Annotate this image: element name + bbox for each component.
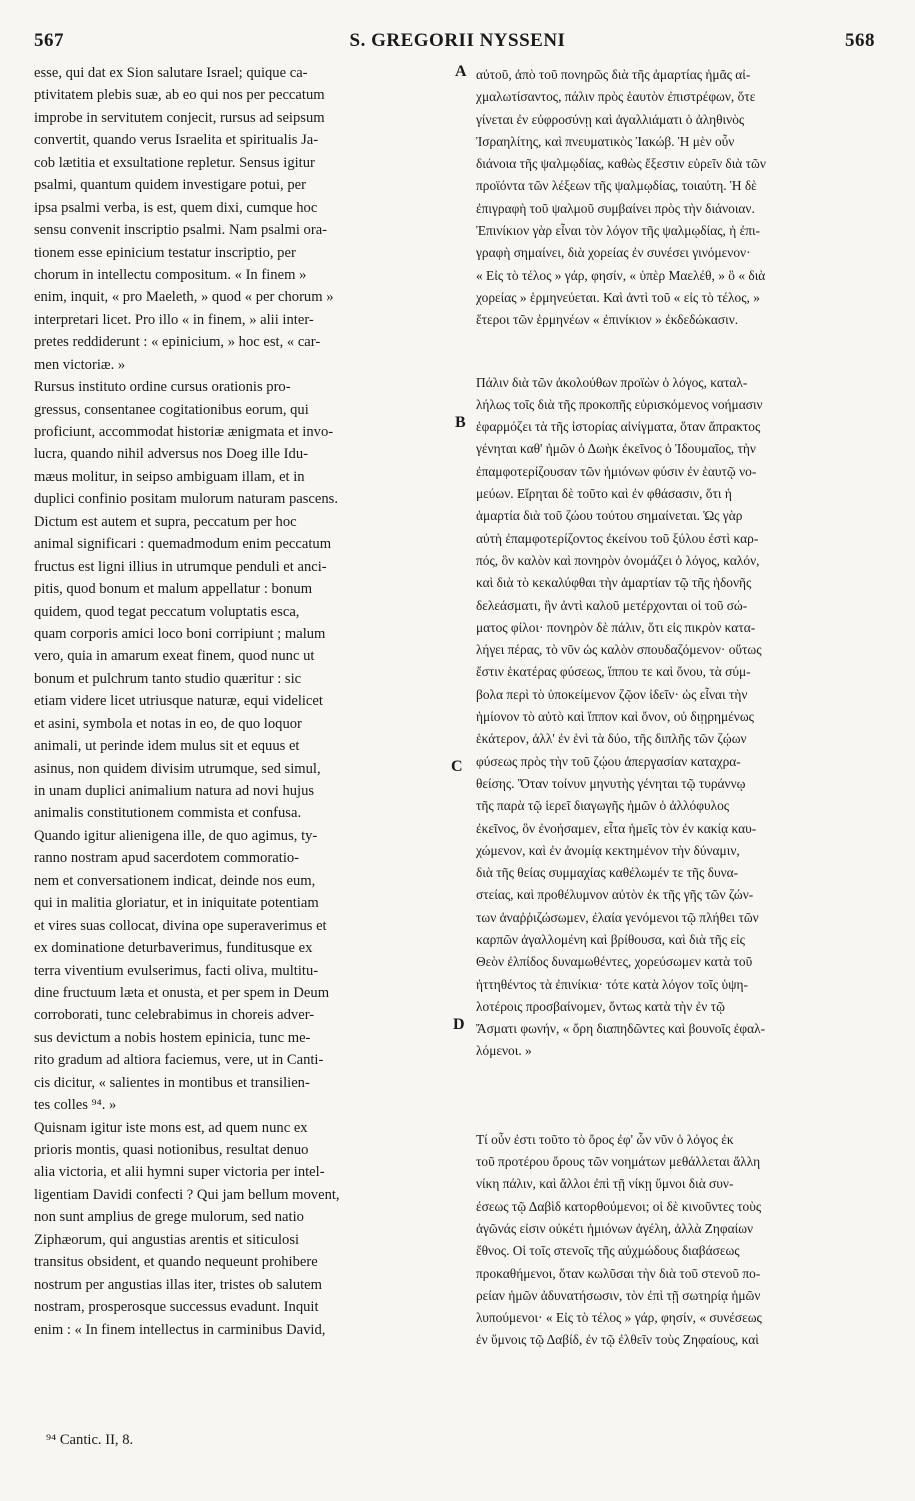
text-line: ἔθνος. Οἱ τοῖς στενοῖς τῆς αὐχμώδους διαβάσεως [476,1243,740,1259]
text-line: ἑκάτερον, ἀλλ' ἐν ἑνὶ τὰ δύο, τῆς διπλῆς τῶν ζῴων [476,731,747,747]
text-line: men victoriæ. » [34,356,126,373]
text-line: Ἄσματι φωνήν, « ὄρη διαπηδῶντες καὶ βουνοῖς ἐφαλ- [476,1021,766,1037]
section-marker-a: A [455,63,467,80]
text-line: cis dicitur, « salientes in montibus et transilien- [34,1074,310,1091]
text-line: ἐκεῖνος, ὃν ἐνοήσαμεν, εἶτα ἡμεῖς τὸν ἐν κακίᾳ καυ- [476,820,757,836]
text-line: rito gradum ad altiora faciemus, vere, ut in Canti- [34,1052,324,1069]
text-line: fructus est ligni illius in utrumque penduli et anci- [34,558,327,575]
text-line: ἐν ὕμνοις τῷ Δαβίδ, ἐν τῷ ἐλθεῖν τοὺς Ζηφαίους, καὶ [476,1332,759,1348]
section-marker-b: B [455,414,466,431]
text-line: tionem esse epinicium testatur inscriptio, per [34,244,296,261]
text-line: αὐτὴ ἐπαμφοτερίζοντος ἐκείνου τοῦ ξύλου ἐστὶ καρ- [476,530,759,546]
text-line: καὶ διὰ τὸ κεκαλύφθαι τὴν ἁμαρτίαν τῷ τῆς ἡδονῆς [476,575,752,591]
text-line: tes colles ⁹⁴. » [34,1097,117,1114]
text-line: dine fructuum læta et onusta, et per spem in Deum [34,984,330,1001]
text-line: convertit, quando verus Israelita et spiritualis Ja- [34,132,319,149]
text-line: pitis, quod bonum et malum appellatur : bonum [34,581,313,598]
text-line: διάνοια τῆς ψαλμῳδίας, καθὼς ἔξεστιν εὑρεῖν διὰ τῶν [476,156,766,172]
text-line: Ἐπινίκιον γὰρ εἶναι τὸν λόγον τῆς ψαλμῳδίας, ἡ ἐπι- [476,223,761,239]
greek-paragraph-2 [476,372,878,1063]
text-line: sensu convenit inscriptio psalmi. Nam psalmi ora- [34,222,328,239]
text-line: enim : « In finem intellectus in carminibus David, [34,1321,326,1338]
text-line: bonum et pulchrum tanto studio quæritur : sic [34,670,302,687]
text-line: enim, inquit, « pro Maeleth, » quod « per chorum » [34,289,334,306]
text-line: δελεάσματι, ἣν ἀντὶ καλοῦ μετέρχονται οἱ τοῦ σώ- [476,597,748,613]
text-line: πός, ὃν καλὸν καὶ πονηρὸν ὀνομάζει ὁ λόγος, καλόν, [476,552,760,568]
latin-column [34,62,448,1341]
text-line: γένηται καθ' ἡμῶν ὁ Δωὴκ ἐκεῖνος ὁ Ἰδουμαῖος, τὴν [476,441,756,457]
text-line: chorum in intellectu compositum. « In finem » [34,266,307,283]
text-line: ἡμίονον τὸ αὐτὸ καὶ ἵππον καὶ ὄνον, οὐ διῃρημένως [476,709,754,725]
text-line: ἔστιν ἑκατέρας φύσεως, ἵππου τε καὶ ὄνου, τὰ σύμ- [476,664,751,680]
text-line: proficiunt, accommodat historiæ ænigmata et invo- [34,424,334,440]
text-line: quam corporis amici loco boni corripiunt ; malum [34,625,326,642]
text-line: θείσης. Ὅταν τοίνυν μηνυτὴς γένηται τῷ τυράννῳ [476,775,746,791]
text-line: διὰ τῆς θείας συμμαχίας καθέλωμέν τε τῆς δυνα- [476,865,739,881]
text-line: Τί οὖν ἐστι τοῦτο τὸ ὄρος ἐφ' ὧν νῦν ὁ λόγος ἐκ [476,1131,734,1147]
section-marker-d: D [453,1016,465,1033]
page-number-left: 567 [34,30,64,51]
text-line: τοῦ προτέρου ὄρους τῶν νοημάτων μεθάλλεται ἄλλη [476,1154,761,1170]
text-line: ranno nostram apud sacerdotem commoratio- [34,850,300,867]
text-line: nostrum per angustias illas iter, tristes ob salutem [34,1276,322,1293]
text-line: γραφὴ σημαίνει, διὰ χορείας ἐν συνέσει γινόμενον· [476,245,751,261]
text-line: etiam videre licet utriusque naturæ, equi videlicet [34,693,323,710]
greek-paragraph-1 [476,64,878,332]
text-line: animali, ut perinde idem mulus sit et equus et [34,738,300,755]
text-line: animal significari : quemadmodum enim peccatum [34,536,332,553]
text-line: λήγει πέρας, τὸ νῦν ὡς καλὸν σπουδαζόμενον· οὕτως [476,642,762,658]
greek-paragraph-3 [476,1129,878,1352]
text-line: nem et conversationem indicat, deinde nos eum, [34,872,316,889]
page-number-right: 568 [845,30,875,51]
text-line: λυπούμενοι· « Εἰς τὸ τέλος » γάρ, φησίν, « συνέσεως [476,1310,762,1326]
text-line: χώμενον, καὶ ἐν ἀνομίᾳ κεκτημένον τὴν δύναμιν, [476,842,740,858]
text-line: νίκη πάλιν, καὶ ἄλλοι ἐπὶ τῇ νίκῃ ὕμνοι διὰ συν- [476,1176,734,1192]
running-title: S. GREGORII NYSSENI [349,30,566,51]
text-line: προϊόντα τῶν λέξεων τῆς ψαλμῳδίας, τοιαύτη. Ἡ δὲ [476,178,757,194]
text-line: γίνεται ἐν εὐφροσύνῃ καὶ ἀγαλλιάματι ὁ ἀληθινὸς [476,111,745,127]
text-line: terra viventium evulserimus, facti oliva, multitu- [34,962,319,979]
text-line: nostram, prosperosque successus evadunt. Inquit [34,1299,319,1316]
text-line: prioris montis, quasi notionibus, resultat denuo [34,1142,309,1158]
text-line: ἕτεροι τῶν ἑρμηνέων « ἐπινίκιον » ἐκδεδώκασιν. [476,312,739,328]
text-line: corroborati, tunc celebrabimus in choreis adver- [34,1007,315,1024]
text-line: ἀγῶνάς εἰσιν οὐκέτι ἡμιόνων ἀγέλη, ἀλλὰ Ζηφαίων [476,1220,754,1236]
text-line: asinus, non quidem divisim utrumque, sed simul, [34,760,321,777]
text-line: φύσεως πρὸς τὴν τοῦ ζῴου ἀπεργασίαν καταχρα- [476,753,741,769]
text-line: animalis constitutionem commista et confusa. [34,805,302,822]
text-line: Quisnam igitur iste mons est, ad quem nunc ex [34,1119,308,1136]
text-line: ipsa psalmi verba, is est, quem dixi, cumque hoc [34,199,318,216]
text-line: improbe in servitutem conjecit, rursus ad seipsum [34,109,325,126]
text-line: sus devictum a nobis hostem epinicia, tunc me- [34,1029,311,1046]
text-line: pretes reddiderunt : « epinicium, » hoc est, « car- [34,334,321,351]
text-line: Ἰσραηλίτης, καὶ πνευματικὸς Ἰακώβ. Ἡ μὲν οὖν [476,133,735,149]
text-line: χμαλωτίσαντος, πάλιν πρὸς ἑαυτὸν ἐπιστρέφων, ὅτε [476,89,756,105]
text-line: τῆς παρὰ τῷ ἱερεῖ διαγωγῆς ἡμῶν ὁ ἀλλόφυλος [476,798,730,814]
section-marker-c: C [451,758,463,775]
text-line: λόμενοι. » [476,1043,532,1059]
text-line: qui in malitia gloriatur, et in iniquitate potentiam [34,895,319,912]
text-line: ptivitatem plebis suæ, ab eo qui nos per peccatum [34,87,325,104]
text-line: « Εἰς τὸ τέλος » γάρ, φησίν, « ὑπὲρ Μαελέθ, » ὃ « διὰ [476,267,766,283]
text-line: non sunt amplius de grege mulorum, sed natio [34,1209,304,1226]
text-line: βολα περὶ τὸ ὑποκείμενον ζῷον ἰδεῖν· ὡς εἶναι τὴν [476,686,748,702]
greek-column [476,64,878,1352]
text-line: μεύων. Εἴρηται δὲ τοῦτο καὶ ἐν φθάσασιν, ὅτι ἡ [476,486,732,502]
text-line: ἐφαρμόζει τὰ τῆς ἱστορίας αἰνίγματα, ὅταν ἄπρακτος [476,419,761,435]
text-line: Quando igitur alienigena ille, de quo agimus, ty- [34,827,318,844]
text-line: vero, quia in amarum exeat finem, quod nunc ut [34,648,315,665]
text-line: cob lætitia et exsultatione repletur. Sensus igitur [34,154,315,171]
text-line: ἐπιγραφὴ τοῦ ψαλμοῦ συμβαίνει πρὸς τὴν διάνοιαν. [476,200,755,216]
text-line: alia victoria, et alii hymni super victoria per intel- [34,1164,325,1181]
text-line: gressus, consentanee cogitationibus eorum, qui [34,401,309,418]
text-line: ἁμαρτία διὰ τοῦ ζώου τούτου σημαίνεται. Ὡς γὰρ [476,508,743,524]
text-line: λοτέροις προσβαίνομεν, ὄντως κατὰ τὴν ἐν τῷ [476,998,725,1014]
text-line: Rursus instituto ordine cursus orationis pro- [34,379,291,396]
text-line: in unam duplici animalium natura ad novi hujus [34,783,315,799]
text-line: ligentiam Davidi confecti ? Qui jam bellum movent, [34,1186,340,1203]
footnote: ⁹⁴ Cantic. II, 8. [46,1432,134,1448]
text-line: αὐτοῦ, ἀπὸ τοῦ πονηρῶς διὰ τῆς ἁμαρτίας ἡμᾶς αἰ- [476,67,751,82]
text-line: mæus molitur, in seipso ambiguam illam, et in [34,468,305,485]
text-line: et asini, symbola et notas in eo, de quo loquor [34,715,302,732]
text-line: ρείαν ἡμῶν ἀδυνατήσωσιν, τὸν ἐπὶ τῇ σωτηρίᾳ ἡμῶν [476,1287,761,1303]
text-line: et vires suas collocat, divina ope superaverimus et [34,917,327,934]
text-line: interpretari licet. Pro illo « in finem, » alii inter- [34,311,314,328]
text-line: lucra, quando nihil adversus nos Doeg ille Idu- [34,446,308,463]
text-line: ματος φίλοι· πονηρὸν δὲ πάλιν, ὅτι εἰς πικρὸν κατα- [476,619,756,635]
text-line: Πάλιν διὰ τῶν ἀκολούθων προϊὼν ὁ λόγος, καταλ- [476,374,748,390]
text-line: ἐπαμφοτερίζουσαν τῶν ἡμιόνων φύσιν ἐν ἑαυτῷ νο- [476,463,757,479]
text-line: Θεὸν ἐλπίδος δυναμωθέντες, χορεύσωμεν κατὰ τοῦ [476,954,753,970]
text-line: προκαθήμενοι, ὅταν κωλῦσαι τὴν διὰ τοῦ στενοῦ πο- [476,1265,761,1281]
text-line: των ἀναῤῥιζώσωμεν, ἐλαία γενόμενοι τῷ πλήθει τῶν [476,909,759,925]
text-line: στείας, καὶ προθέλυμνον αὐτὸν ἐκ τῆς γῆς τῶν ζών- [476,887,754,903]
text-line: λήλως τοῖς διὰ τῆς προκοπῆς εὑρισκόμενος νοήμασιν [476,396,763,412]
text-line: transitus obsident, et quando nequeunt prohibere [34,1254,318,1271]
text-line: duplici confinio positam mulorum naturam pascens. [34,491,338,508]
text-line: ex dominatione deturbaverimus, funditusque ex [34,940,313,957]
text-line: esse, qui dat ex Sion salutare Israel; quique ca- [34,65,308,81]
text-line: έσεως τῷ Δαβὶδ κατορθούμενοι; οἱ δὲ κινοῦντες τοὺς [476,1198,762,1214]
text-line: Dictum est autem et supra, peccatum per hoc [34,513,297,530]
text-line: Ziphæorum, qui angustias arentis et siticulosi [34,1231,300,1248]
text-line: quidem, quod tegat peccatum voluptatis esca, [34,603,300,620]
text-line: psalmi, quantum quidem investigare potui, per [34,177,306,194]
text-line: ἡττηθέντος τὰ ἐπινίκια· τότε κατὰ λόγον τοῖς ὑψη- [476,976,748,992]
text-line: καρπῶν ἀγαλλομένη καὶ βρίθουσα, καὶ διὰ τῆς εἰς [476,931,745,947]
text-line: χορείας » ἑρμηνεύεται. Καὶ ἀντὶ τοῦ « εἰς τὸ τέλος, » [476,289,760,305]
